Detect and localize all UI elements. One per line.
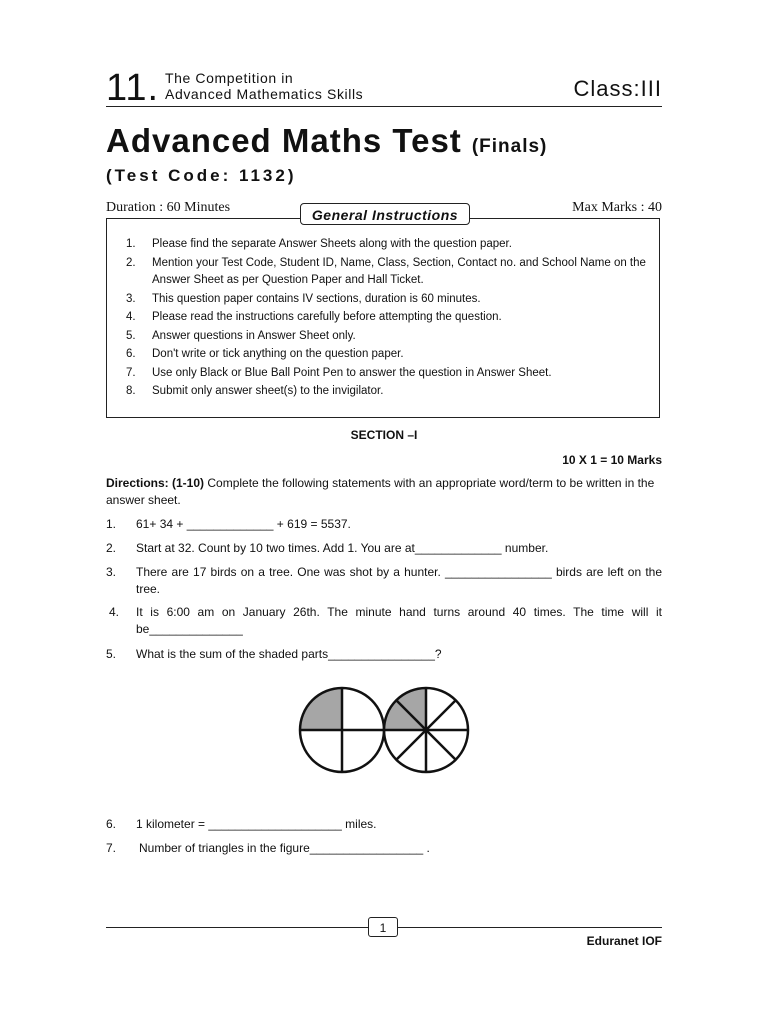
circle-eighths [384, 688, 468, 772]
instruction-number: 3. [126, 292, 136, 305]
instruction-number: 4. [126, 311, 136, 323]
question-text: 1 kilometer = ____________________ miles. [136, 817, 377, 831]
duration: Duration : 60 Minutes [106, 200, 231, 215]
directions-label: Directions: (1-10) [106, 476, 205, 490]
page-title [106, 122, 547, 160]
title-main: Advanced Maths Test [106, 122, 462, 159]
instruction-item [126, 236, 656, 254]
question-6 [106, 816, 662, 833]
instruction-number: 7. [126, 366, 136, 379]
question-3 [106, 564, 662, 598]
question-7 [106, 840, 662, 857]
question-text: Start at 32. Count by 10 two times. Add 1. You are at_____________ number. [136, 541, 549, 555]
instruction-item [126, 365, 656, 383]
instruction-item [126, 383, 656, 401]
question-1 [106, 516, 662, 533]
instruction-text: Submit only answer sheet(s) to the invigilator. [152, 385, 384, 397]
instructions-title: General Instructions [300, 203, 470, 225]
title-sub: (Finals) [471, 136, 548, 157]
question-number: 7. [106, 841, 117, 855]
question-text: Number of triangles in the figure_________________ . [139, 841, 430, 855]
section-marks: 10 X 1 = 10 Marks [562, 453, 662, 467]
section-number: 11. [106, 67, 160, 109]
instruction-number: 2. [126, 256, 136, 269]
page-number: 1 [368, 917, 398, 937]
header-divider [106, 106, 662, 107]
circle-quarters [300, 688, 384, 772]
instruction-text: Mention your Test Code, Student ID, Name, Class, Section, Contact no. and School Name on the Answer Sheet as per Question Paper and Hall Ticket. [152, 256, 646, 286]
instruction-text: Answer questions in Answer Sheet only. [152, 329, 356, 342]
instructions-list [126, 236, 656, 402]
max-marks: Max Marks : 40 [572, 200, 662, 215]
instruction-item [126, 309, 656, 327]
question-text: What is the sum of the shaded parts________________? [136, 647, 442, 661]
instruction-item [126, 255, 656, 290]
directions [106, 475, 662, 509]
instruction-number: 5. [126, 329, 136, 342]
question-2 [106, 540, 662, 557]
instruction-text: This question paper contains IV sections, duration is 60 minutes. [152, 292, 481, 305]
competition-line-1: The Competition in [165, 70, 294, 86]
instruction-item [126, 346, 656, 364]
instruction-text: Please find the separate Answer Sheets along with the question paper. [152, 238, 512, 250]
question-number: 1. [106, 517, 117, 531]
question-text: There are 17 birds on a tree. One was shot by a hunter. ________________ birds are left on the tree. [136, 565, 662, 596]
question-number: 4. [109, 605, 120, 619]
shaded-circles-figure [298, 686, 470, 776]
instruction-text: Don't write or tick anything on the question paper. [152, 348, 404, 360]
question-5 [106, 646, 662, 663]
instruction-number: 6. [126, 348, 136, 360]
question-text: It is 6:00 am on January 26th. The minute hand turns around 40 times. The time will it be______________ [136, 605, 662, 636]
instruction-item [126, 291, 656, 309]
class-label: Class:III [573, 76, 662, 101]
instruction-number: 1. [126, 238, 136, 250]
instruction-number: 8. [126, 385, 136, 397]
section-title: SECTION –I [350, 428, 418, 442]
directions-text: Complete the following statements with an appropriate word/term to be written in the answer sheet. [106, 476, 655, 507]
question-number: 5. [106, 647, 117, 661]
test-code: (Test Code: 1132) [106, 166, 297, 185]
question-number: 2. [106, 541, 117, 555]
instruction-text: Use only Black or Blue Ball Point Pen to answer the question in Answer Sheet. [152, 366, 552, 379]
instruction-text: Please read the instructions carefully before attempting the question. [152, 311, 502, 323]
competition-line-2: Advanced Mathematics Skills [165, 86, 364, 102]
footer-brand: Eduranet IOF [586, 934, 662, 948]
instruction-item [126, 328, 656, 346]
question-number: 3. [106, 565, 117, 579]
question-number: 6. [106, 817, 117, 831]
question-text: 61+ 34 + _____________ + 619 = 5537. [136, 517, 351, 531]
question-4 [106, 604, 662, 638]
competition-name [165, 70, 363, 102]
